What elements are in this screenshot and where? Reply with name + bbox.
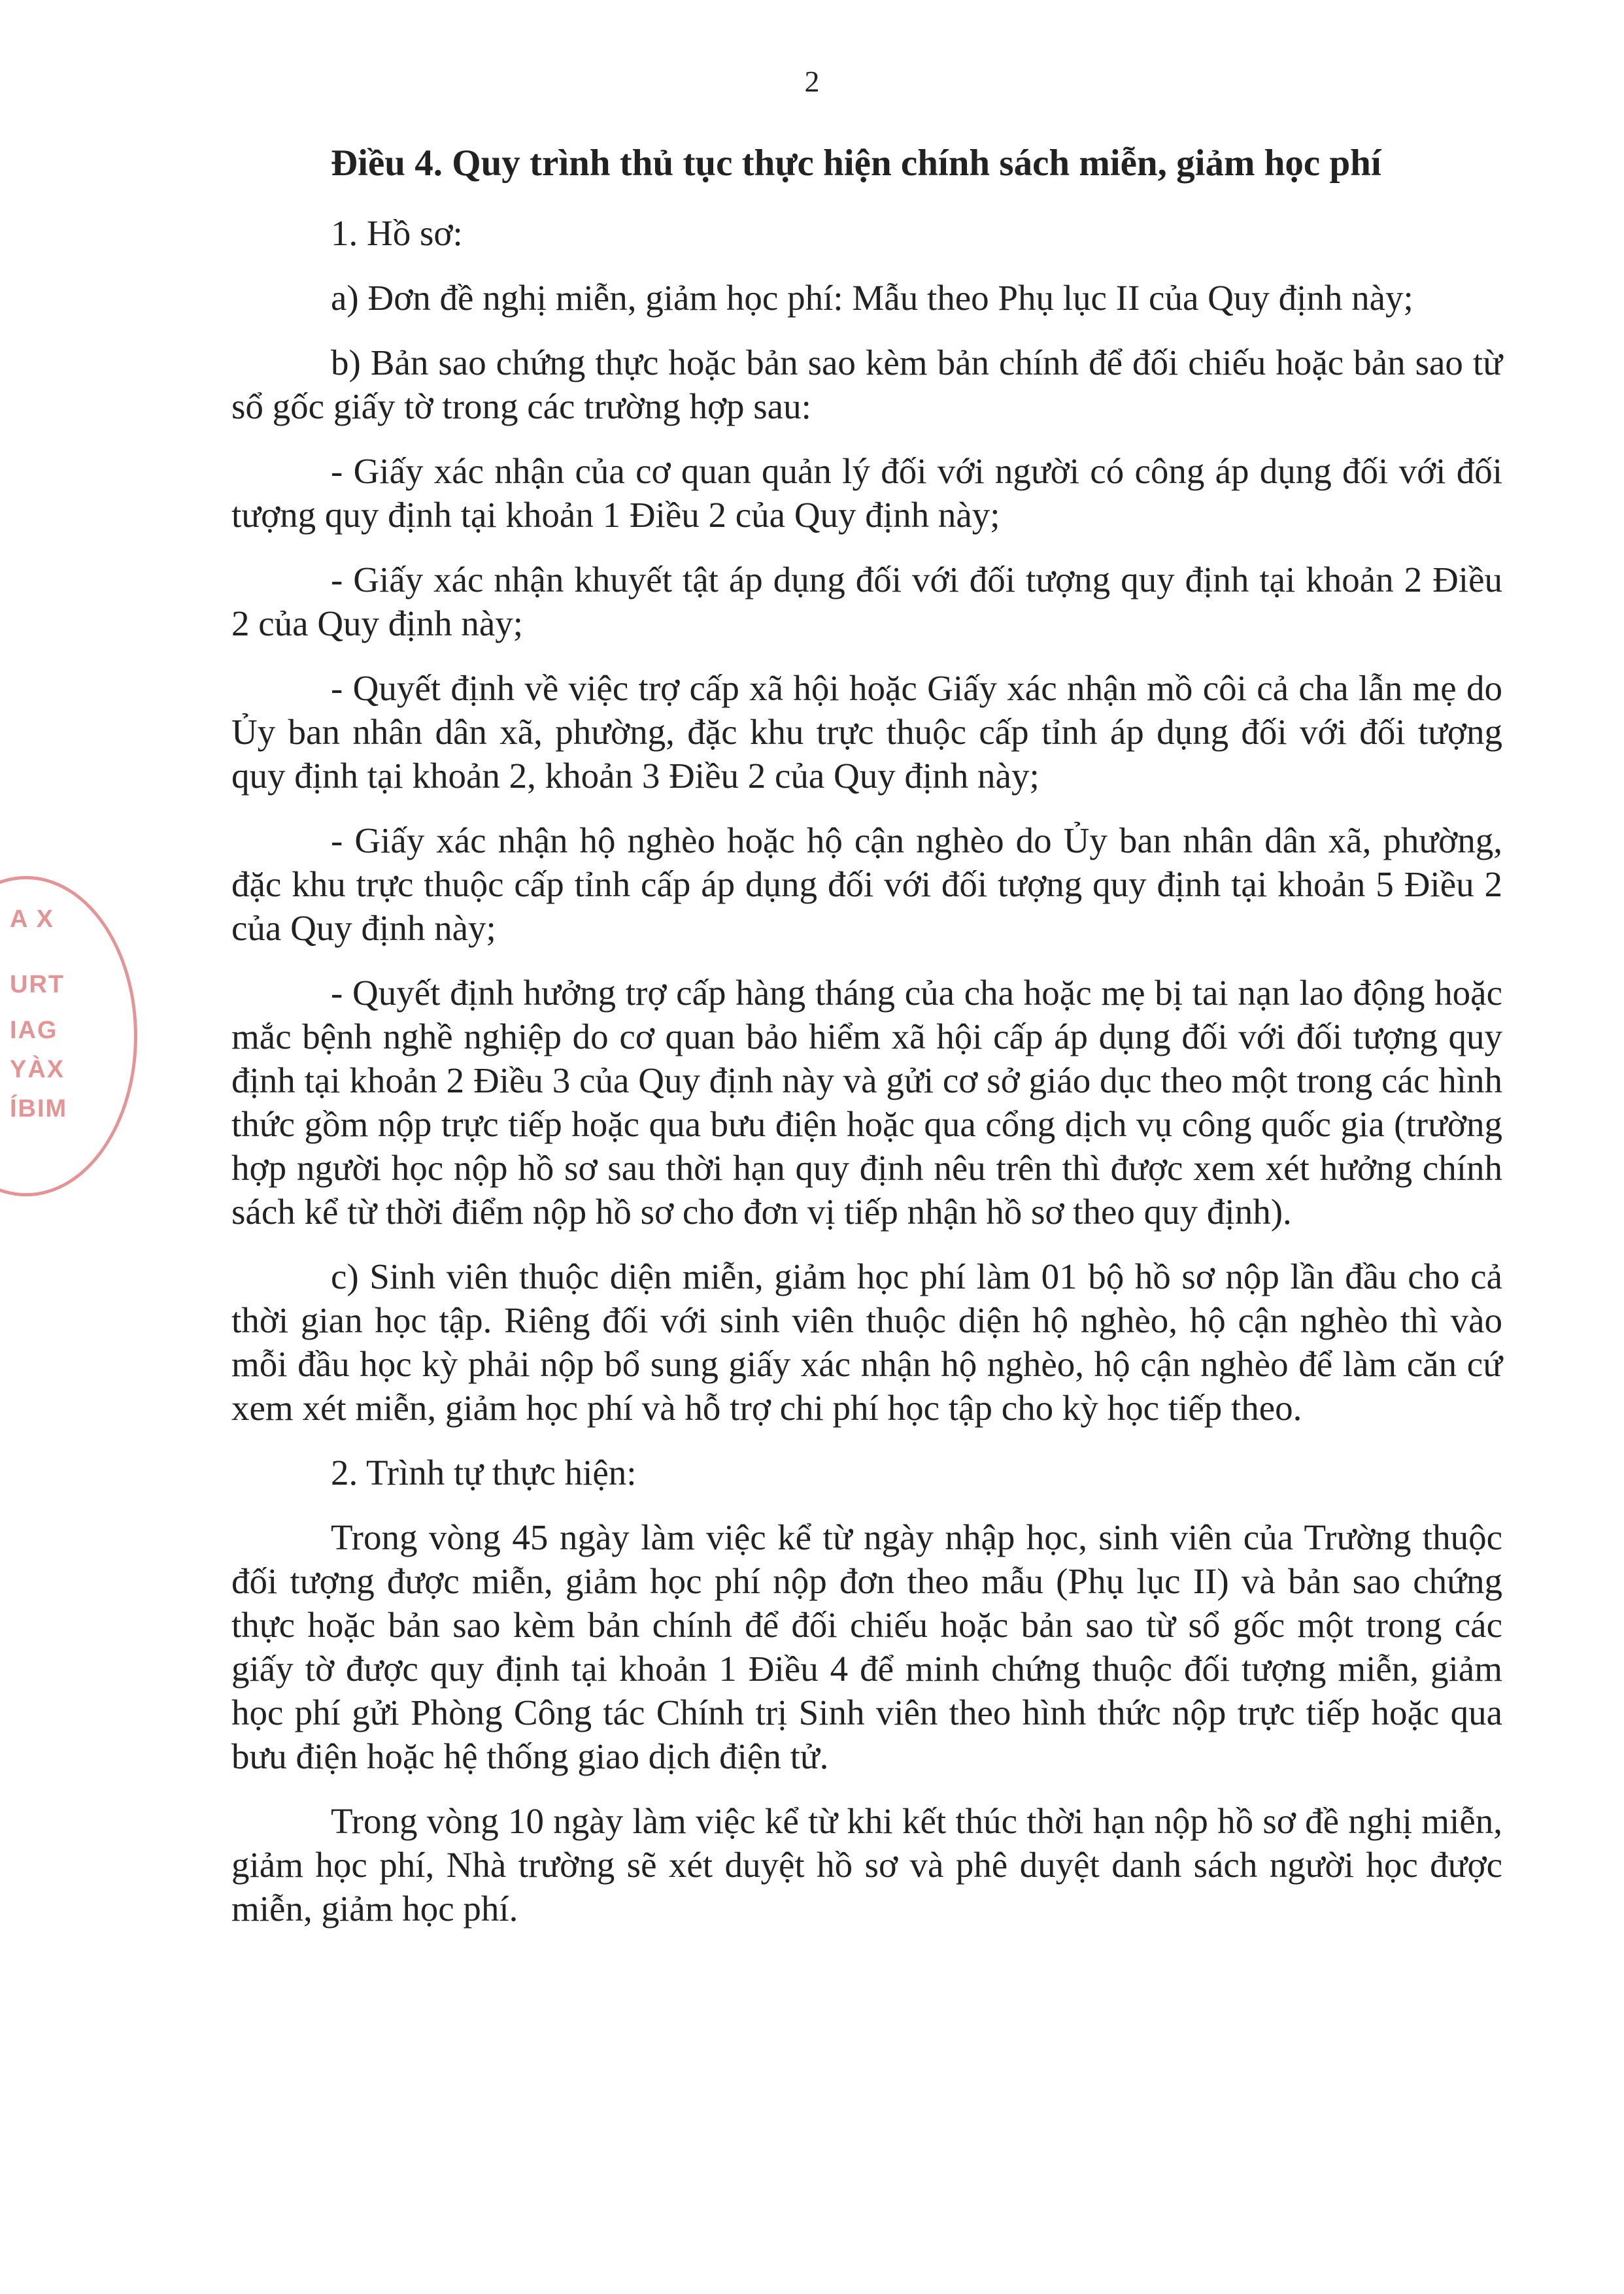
- paragraph: Trong vòng 45 ngày làm việc kể từ ngày nhập học, sinh viên của Trường thuộc đối tượng được miễn, giảm học phí nộp đơn theo mẫu (Phụ lục II) và bản sao chứng thực hoặc bản sao kèm bản chính để đối chiếu hoặc bản sao từ sổ gốc một trong các giấy tờ được quy định tại khoản 1 Điều 4 để minh chứng thuộc đối tượng miễn, giảm học phí gửi Phòng Công tác Chính trị Sinh viên theo hình thức nộp trực tiếp hoặc qua bưu điện hoặc hệ thống giao dịch điện tử.: [231, 1517, 1502, 1776]
- list-item: - Quyết định hưởng trợ cấp hàng tháng của cha hoặc mẹ bị tai nạn lao động hoặc mắc bệnh nghề nghiệp do cơ quan bảo hiểm xã hội cấp áp dụng đối với đối tượng quy định tại khoản 2 Điều 3 của Quy định này và gửi cơ sở giáo dục theo một trong các hình thức gồm nộp trực tiếp hoặc qua bưu điện hoặc qua cổng dịch vụ công quốc gia (trường hợp người học nộp hồ sơ sau thời hạn quy định nêu trên thì được xem xét hưởng chính sách kể từ thời điểm nộp hồ sơ cho đơn vị tiếp nhận hồ sơ theo quy định).: [231, 973, 1502, 1232]
- stamp-text: URT: [10, 971, 65, 998]
- stamp-text: ÍBIM: [10, 1095, 68, 1122]
- stamp-text: A X: [10, 905, 54, 933]
- red-seal-stamp: [0, 876, 137, 1196]
- list-item: - Quyết định về việc trợ cấp xã hội hoặc Giấy xác nhận mồ côi cả cha lẫn mẹ do Ủy ban nhân dân xã, phường, đặc khu trực thuộc cấp tỉnh áp dụng đối với đối tượng quy định tại khoản 2, khoản 3 Điều 2 của Quy định này;: [231, 668, 1502, 796]
- stamp-text: IAG: [10, 1017, 58, 1044]
- paragraph: b) Bản sao chứng thực hoặc bản sao kèm bản chính để đối chiếu hoặc bản sao từ sổ gốc giấy tờ trong các trường hợp sau:: [231, 343, 1502, 426]
- paragraph: a) Đơn đề nghị miễn, giảm học phí: Mẫu theo Phụ lục II của Quy định này;: [331, 278, 1413, 318]
- list-item: - Giấy xác nhận của cơ quan quản lý đối với người có công áp dụng đối với đối tượng quy định tại khoản 1 Điều 2 của Quy định này;: [231, 451, 1502, 535]
- stamp-text: YÀX: [10, 1056, 65, 1083]
- paragraph: c) Sinh viên thuộc diện miễn, giảm học phí làm 01 bộ hồ sơ nộp lần đầu cho cả thời gian học tập. Riêng đối với sinh viên thuộc diện hộ nghèo, hộ cận nghèo thì vào mỗi đầu học kỳ phải nộp bổ sung giấy xác nhận hộ nghèo, hộ cận nghèo để làm căn cứ xem xét miễn, giảm học phí và hỗ trợ chi phí học tập cho kỳ học tiếp theo.: [231, 1257, 1502, 1428]
- list-item: - Giấy xác nhận hộ nghèo hoặc hộ cận nghèo do Ủy ban nhân dân xã, phường, đặc khu trực thuộc cấp tỉnh cấp áp dụng đối với đối tượng quy định tại khoản 5 Điều 2 của Quy định này;: [231, 820, 1502, 948]
- section-title: 2. Trình tự thực hiện:: [331, 1453, 637, 1493]
- section-title: 1. Hồ sơ:: [331, 213, 463, 253]
- document-body: [231, 141, 1502, 1951]
- paragraph: Trong vòng 10 ngày làm việc kể từ khi kết thúc thời hạn nộp hồ sơ đề nghị miễn, giảm học phí, Nhà trường sẽ xét duyệt hồ sơ và phê duyệt danh sách người học được miễn, giảm học phí.: [231, 1801, 1502, 1929]
- article-heading: Điều 4. Quy trình thủ tục thực hiện chính sách miễn, giảm học phí: [331, 143, 1381, 184]
- list-item: - Giấy xác nhận khuyết tật áp dụng đối với đối tượng quy định tại khoản 2 Điều 2 của Quy định này;: [231, 560, 1502, 643]
- page-number: 2: [804, 65, 820, 98]
